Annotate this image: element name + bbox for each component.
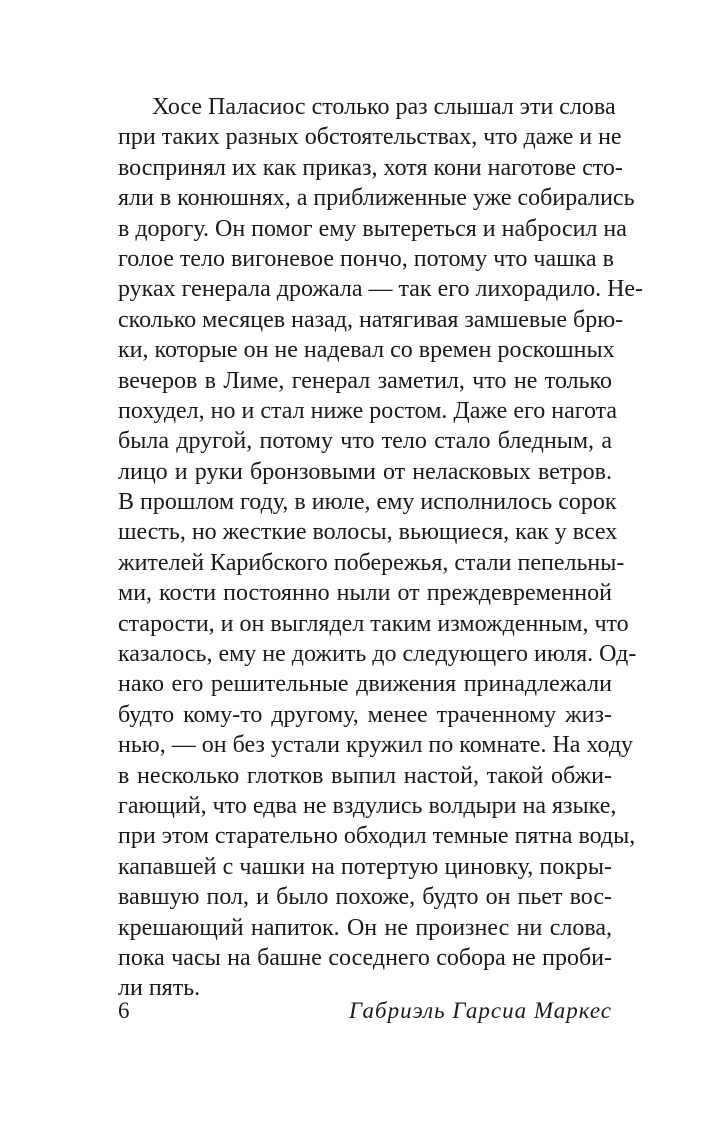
text-line: яли в конюшнях, а приближенные уже собирались bbox=[118, 185, 635, 212]
text-line: похудел, но и стал ниже ростом. Даже его нагота bbox=[118, 397, 618, 424]
text-line: шесть, но жесткие волосы, вьющиеся, как у всех bbox=[118, 519, 618, 546]
text-line: капавшей с чашки на потертую циновку, покры- bbox=[118, 853, 612, 880]
text-line: голое тело вигоневое пончо, потому что чашка в bbox=[118, 245, 614, 272]
text-line: вечеров в Лиме, генерал заметил, что не только bbox=[118, 367, 612, 394]
text-line: при этом старательно обходил темные пятна воды, bbox=[118, 823, 636, 850]
running-author: Габриэль Гарсиа Маркес bbox=[349, 998, 612, 1023]
text-line: ли пять. bbox=[118, 975, 201, 1002]
text-line: при таких разных обстоятельствах, что даже и не bbox=[118, 124, 622, 151]
text-line: сколько месяцев назад, натягивая замшевые брю- bbox=[118, 306, 624, 333]
text-line: нако его решительные движения принадлежали bbox=[118, 671, 612, 698]
text-line: вавшую пол, и было похоже, будто он пьет вос- bbox=[118, 884, 612, 911]
text-line: в несколько глотков выпил настой, такой обжи- bbox=[118, 762, 612, 789]
text-line: пока часы на башне соседнего собора не проби- bbox=[118, 944, 612, 971]
page-number: 6 bbox=[118, 998, 130, 1023]
text-line: казалось, ему не дожить до следующего июля. Од- bbox=[118, 641, 637, 668]
text-line: лицо и руки бронзовыми от неласковых ветров. bbox=[118, 458, 612, 485]
text-line: старости, и он выглядел таким изможденным, что bbox=[118, 610, 629, 637]
text-line: ми, кости постоянно ныли от преждевременной bbox=[118, 580, 612, 607]
text-line: жителей Карибского побережья, стали пепельны- bbox=[118, 549, 625, 576]
text-line: Хосе Паласиос столько раз слышал эти слова bbox=[152, 94, 616, 120]
text-line: ки, которые он не надевал со времен роскошных bbox=[118, 337, 615, 364]
text-line: руках генерала дрожала — так его лихорадило. Не- bbox=[118, 276, 644, 303]
text-line: в дорогу. Он помог ему вытереться и набросил на bbox=[118, 215, 627, 242]
text-line: была другой, потому что тело стало бледным, а bbox=[118, 428, 612, 455]
body-paragraph bbox=[118, 92, 644, 1004]
text-line: будто кому-то другому, менее траченному жиз- bbox=[118, 701, 612, 728]
text-line: гающий, что едва не вздулись волдыри на языке, bbox=[118, 792, 617, 819]
text-line: В прошлом году, в июле, ему исполнилось сорок bbox=[118, 489, 617, 516]
page-footer bbox=[118, 996, 612, 1026]
text-line: нью, — он без устали кружил по комнате. На ходу bbox=[118, 732, 634, 759]
text-line: воспринял их как приказ, хотя кони наготове сто- bbox=[118, 154, 623, 181]
text-line: крешающий напиток. Он не произнес ни слова, bbox=[118, 914, 612, 941]
